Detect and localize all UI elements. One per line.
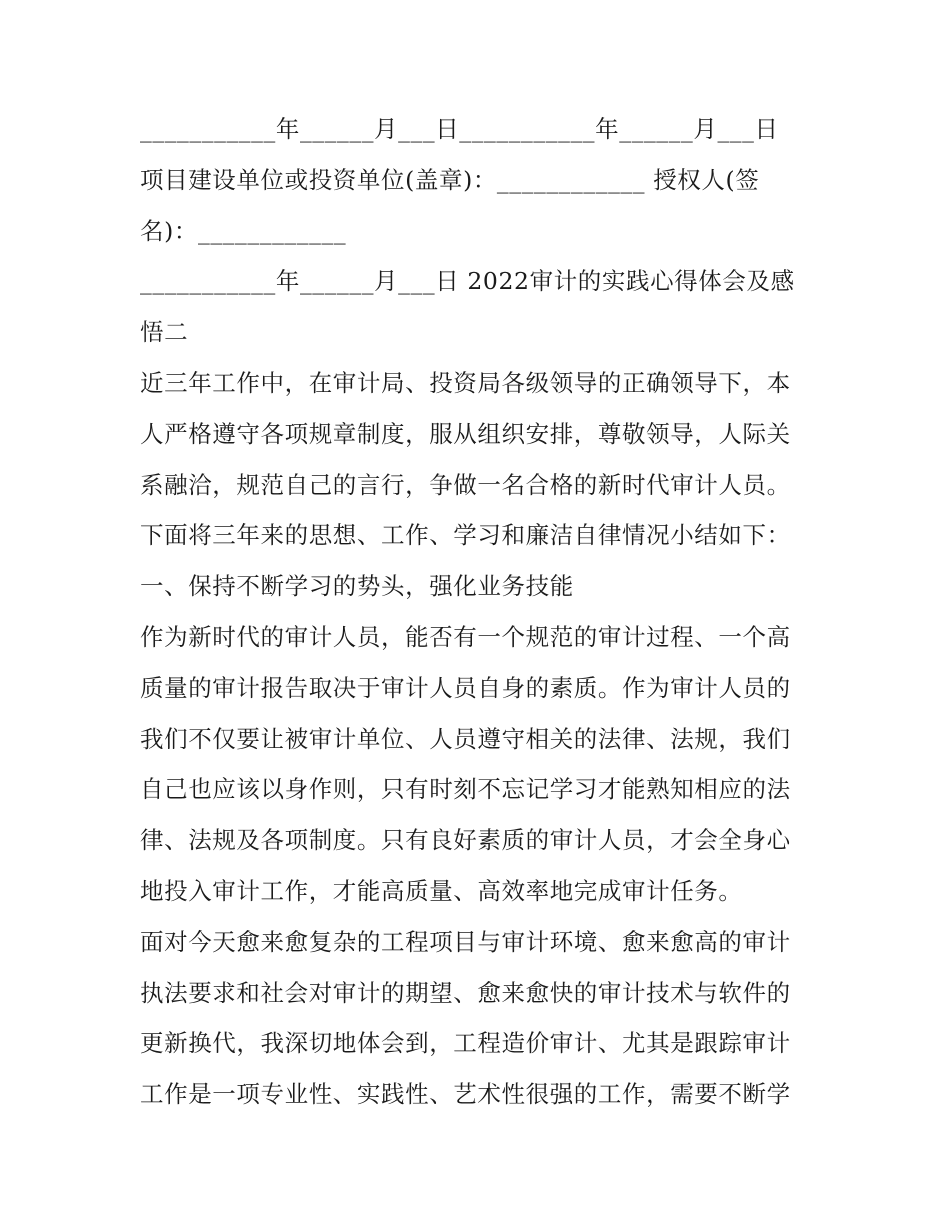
paragraph-line: 更新换代，我深切地体会到，工程造价审计、尤其是跟踪审计 [140,1029,791,1058]
paragraph-line: 下面将三年来的思想、工作、学习和廉洁自律情况小结如下： [140,521,791,550]
paragraph-line: 系融洽，规范自己的言行，争做一名合格的新时代审计人员。 [140,470,791,499]
paragraph-line: 工作是一项专业性、实践性、艺术性很强的工作，需要不断学 [140,1080,791,1109]
signature-line: 项目建设单位或投资单位(盖章)：____________ 授权人(签 [140,165,760,194]
paragraph-line: 我们不仅要让被审计单位、人员遵守相关的法律、法规，我们 [140,724,791,753]
paragraph-line: 律、法规及各项制度。只有良好素质的审计人员，才会全身心 [140,826,791,855]
section-heading: 一、保持不断学习的势头，强化业务技能 [140,572,574,601]
title-line: 悟二 [140,318,189,347]
document-page [140,104,820,1120]
date-line: ___________年______月___日___________年______月___日 [140,115,779,143]
paragraph-line: 地投入审计工作，才能高质量、高效率地完成审计任务。 [140,876,743,905]
paragraph-line: 作为新时代的审计人员，能否有一个规范的审计过程、一个高 [140,622,791,651]
paragraph-line: 近三年工作中，在审计局、投资局各级领导的正确领导下，本 [140,368,791,397]
paragraph-line: 人严格遵守各项规章制度，服从组织安排，尊敬领导，人际关 [140,419,791,448]
title-line: ___________年______月___日 2022审计的实践心得体会及感 [140,267,795,296]
paragraph-line: 执法要求和社会对审计的期望、愈来愈快的审计技术与软件的 [140,978,791,1007]
paragraph-line: 质量的审计报告取决于审计人员自身的素质。作为审计人员的 [140,673,791,702]
paragraph-line: 面对今天愈来愈复杂的工程项目与审计环境、愈来愈高的审计 [140,927,791,956]
signature-line: 名)：____________ [140,216,347,245]
paragraph-line: 自己也应该以身作则，只有时刻不忘记学习才能熟知相应的法 [140,775,791,804]
